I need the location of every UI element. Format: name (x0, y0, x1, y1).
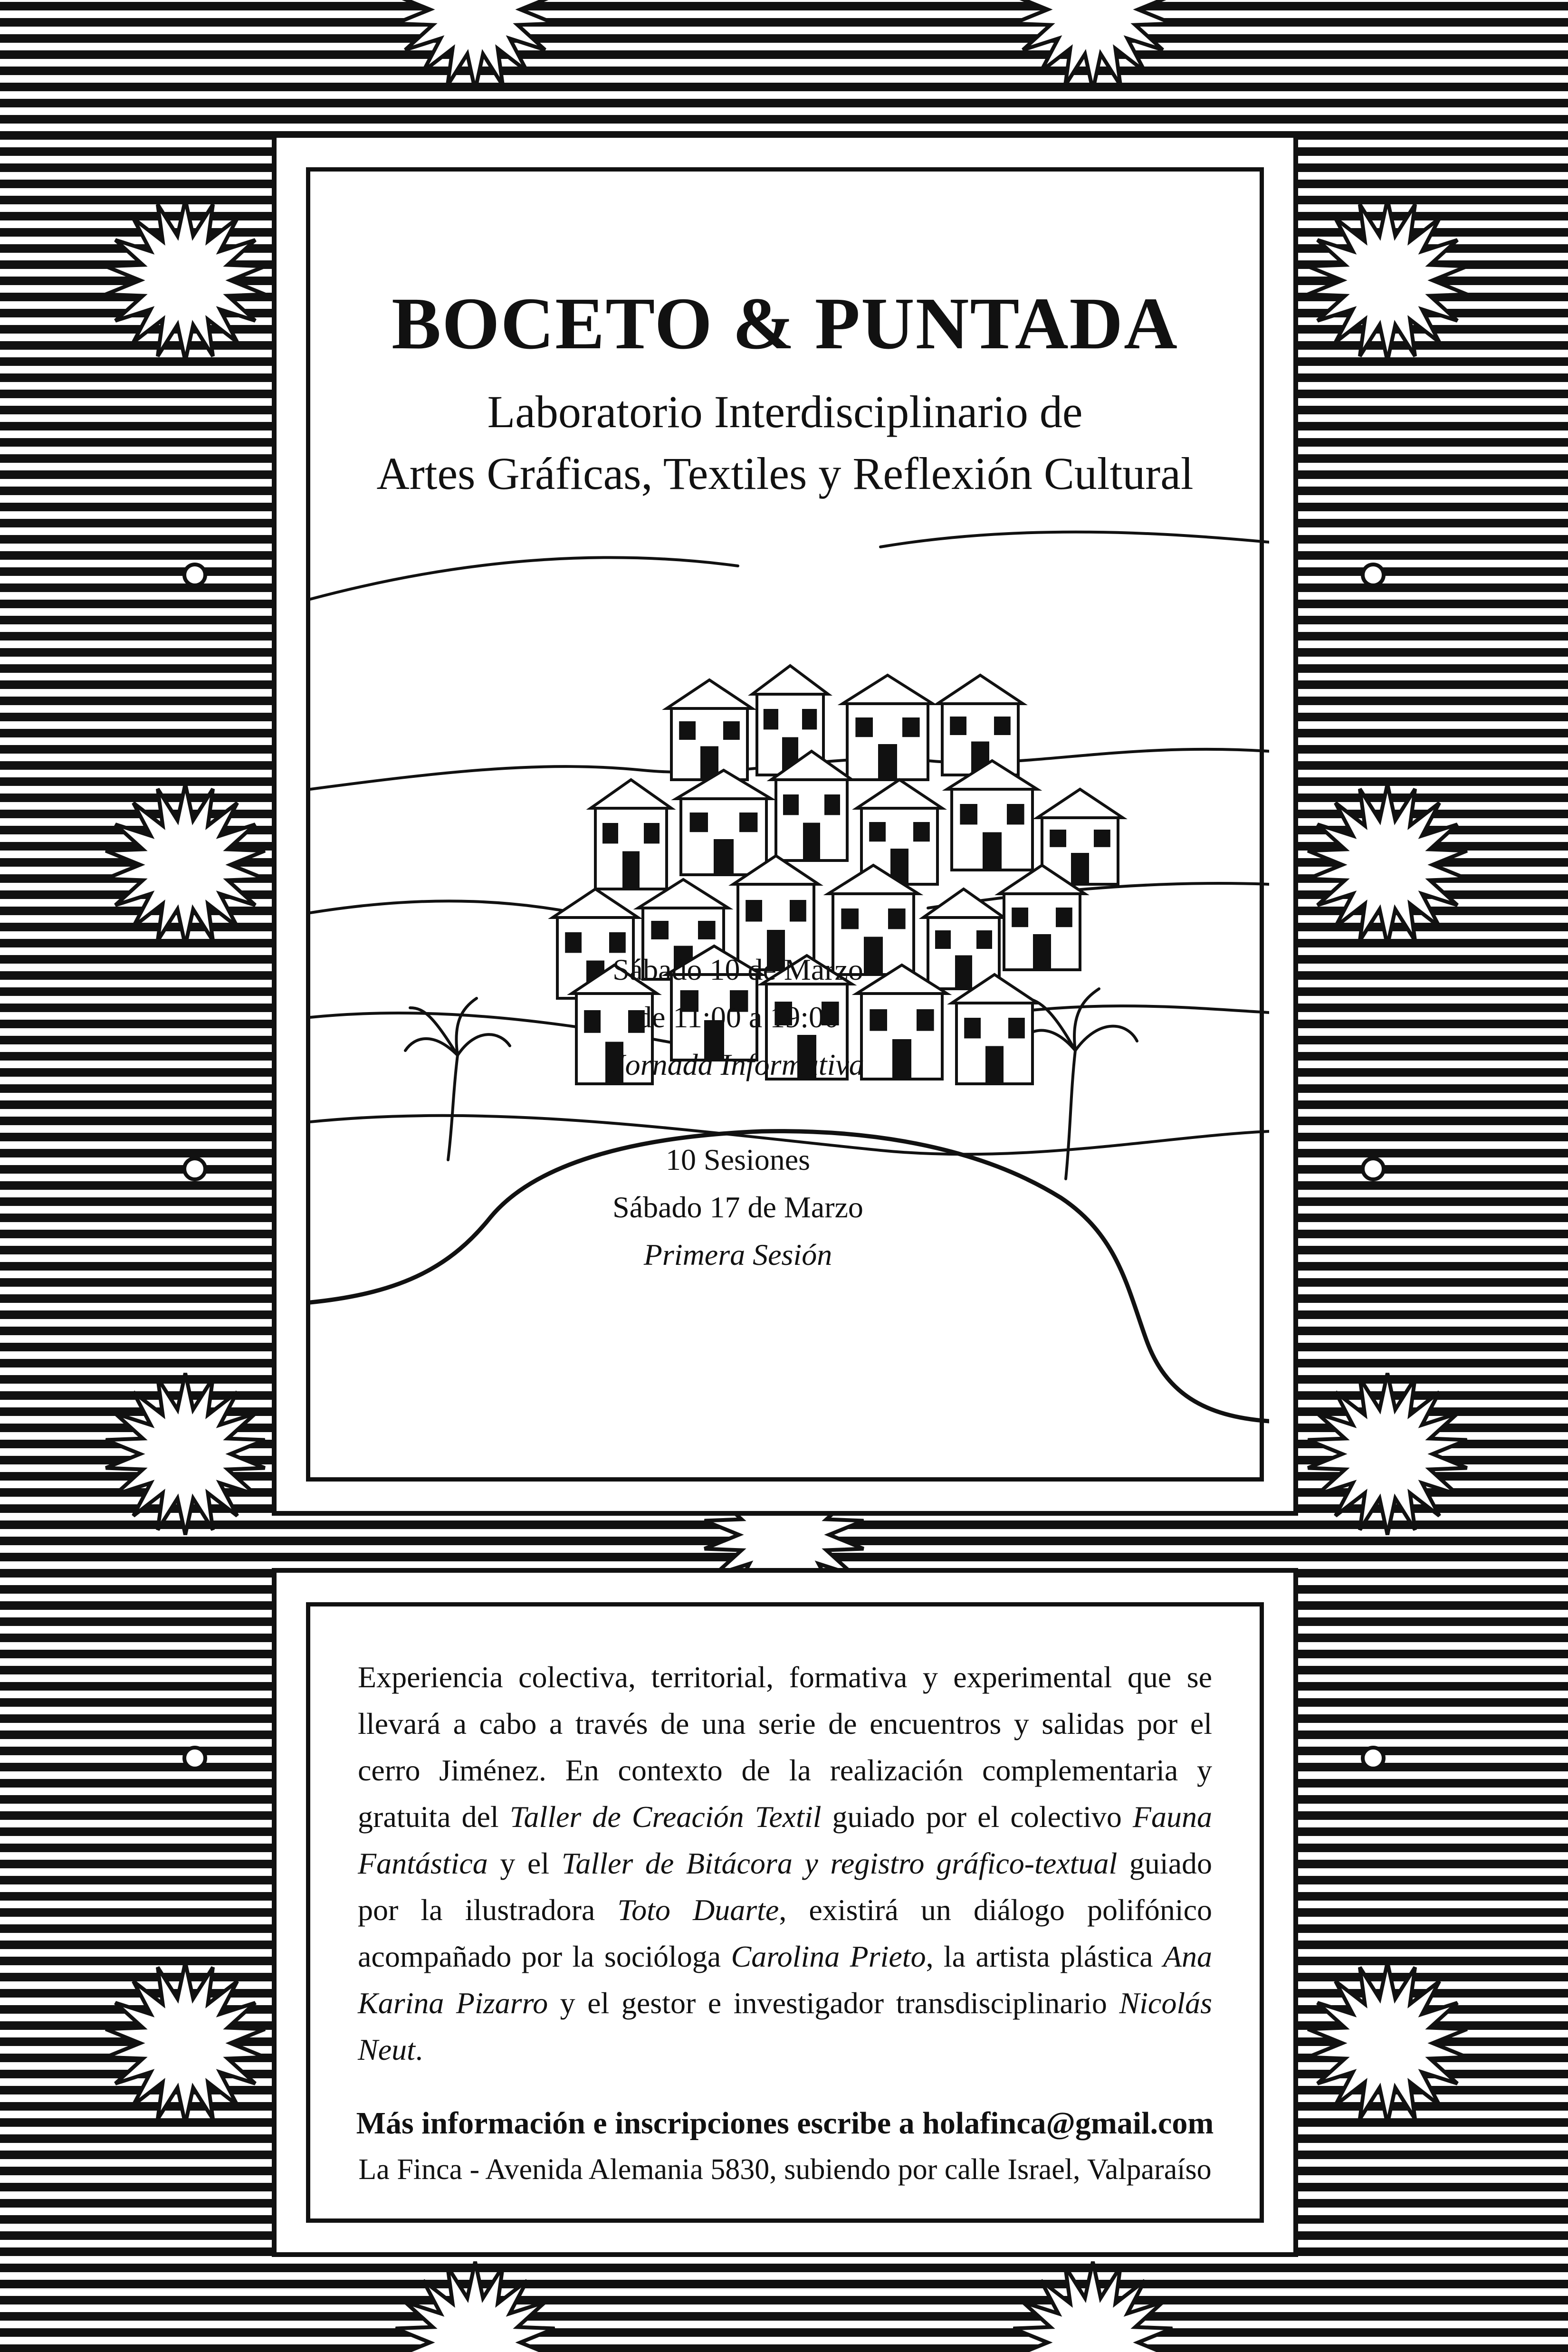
ring-ornament-icon (184, 1158, 205, 1179)
desc-gestor: Nicolás Neut (358, 1986, 1212, 2066)
house-icon (591, 780, 671, 889)
event-sessions: 10 Sesiones (666, 1143, 810, 1176)
desc-sociologa: Carolina Prieto (731, 1940, 926, 1973)
poster-top-panel (272, 133, 1298, 1516)
desc-text: , existirá un diálogo polifónico acompañado por la socióloga (358, 1893, 1213, 1973)
desc-artista: Ana Karina Pizarro (358, 1940, 1213, 2020)
ring-ornament-icon (1363, 1748, 1384, 1769)
house-icon (947, 761, 1037, 870)
event-label-1: Jornada Informativa (612, 1048, 864, 1081)
poster-subtitle-line1: Laboratorio Interdisciplinario de (487, 386, 1083, 437)
house-icon (937, 675, 1023, 775)
poster-title: BOCETO & PUNTADA (392, 282, 1178, 364)
house-icon (667, 680, 752, 780)
ring-ornament-icon (184, 564, 205, 585)
desc-text: Experiencia colectiva, territorial, formativa y experimental que se llevará a cabo a través de una serie de encuentros y salidas por el cerro Jiménez. En contexto de la realización complementaria y gratuita del (358, 1660, 1212, 1834)
poster-subtitle-line2: Artes Gráficas, Textiles y Reflexión Cultural (376, 448, 1194, 499)
contact-info: Más información e inscripciones escribe a holafinca@gmail.com (356, 2106, 1214, 2141)
ring-ornament-icon (1363, 564, 1384, 585)
desc-text: y el (488, 1846, 562, 1880)
desc-taller-2: Taller de Bitácora y registro gráfico-textual (561, 1846, 1118, 1880)
poster-bottom-panel (272, 1568, 1298, 2257)
desc-text: guiado por el colectivo (821, 1800, 1133, 1834)
desc-text: . (415, 2033, 423, 2066)
desc-text: y el gestor e investigador transdisciplinario (548, 1986, 1119, 2020)
event-time-1: de 11:00 a 19:00 (637, 1000, 839, 1034)
poster-bottom-frame (306, 1602, 1264, 2223)
desc-ilustradora: Toto Duarte (617, 1893, 779, 1927)
event-label-2: Primera Sesión (643, 1238, 832, 1272)
desc-text: guiado por la ilustradora (358, 1846, 1213, 1927)
desc-text: , la artista plástica (926, 1940, 1163, 1973)
desc-colectivo: Fauna Fantástica (358, 1800, 1212, 1880)
venue-address: La Finca - Avenida Alemania 5830, subiendo por calle Israel, Valparaíso (358, 2153, 1212, 2186)
event-date-2: Sábado 17 de Marzo (612, 1190, 863, 1224)
event-date-1: Sábado 10 de Marzo (612, 953, 863, 986)
house-icon (842, 675, 933, 780)
desc-taller-1: Taller de Creación Textil (509, 1800, 822, 1834)
description-paragraph (358, 1654, 1212, 2073)
ring-ornament-icon (1363, 1158, 1384, 1179)
ring-ornament-icon (184, 1748, 205, 1769)
poster-top-frame (306, 167, 1264, 1482)
house-icon (676, 770, 771, 875)
